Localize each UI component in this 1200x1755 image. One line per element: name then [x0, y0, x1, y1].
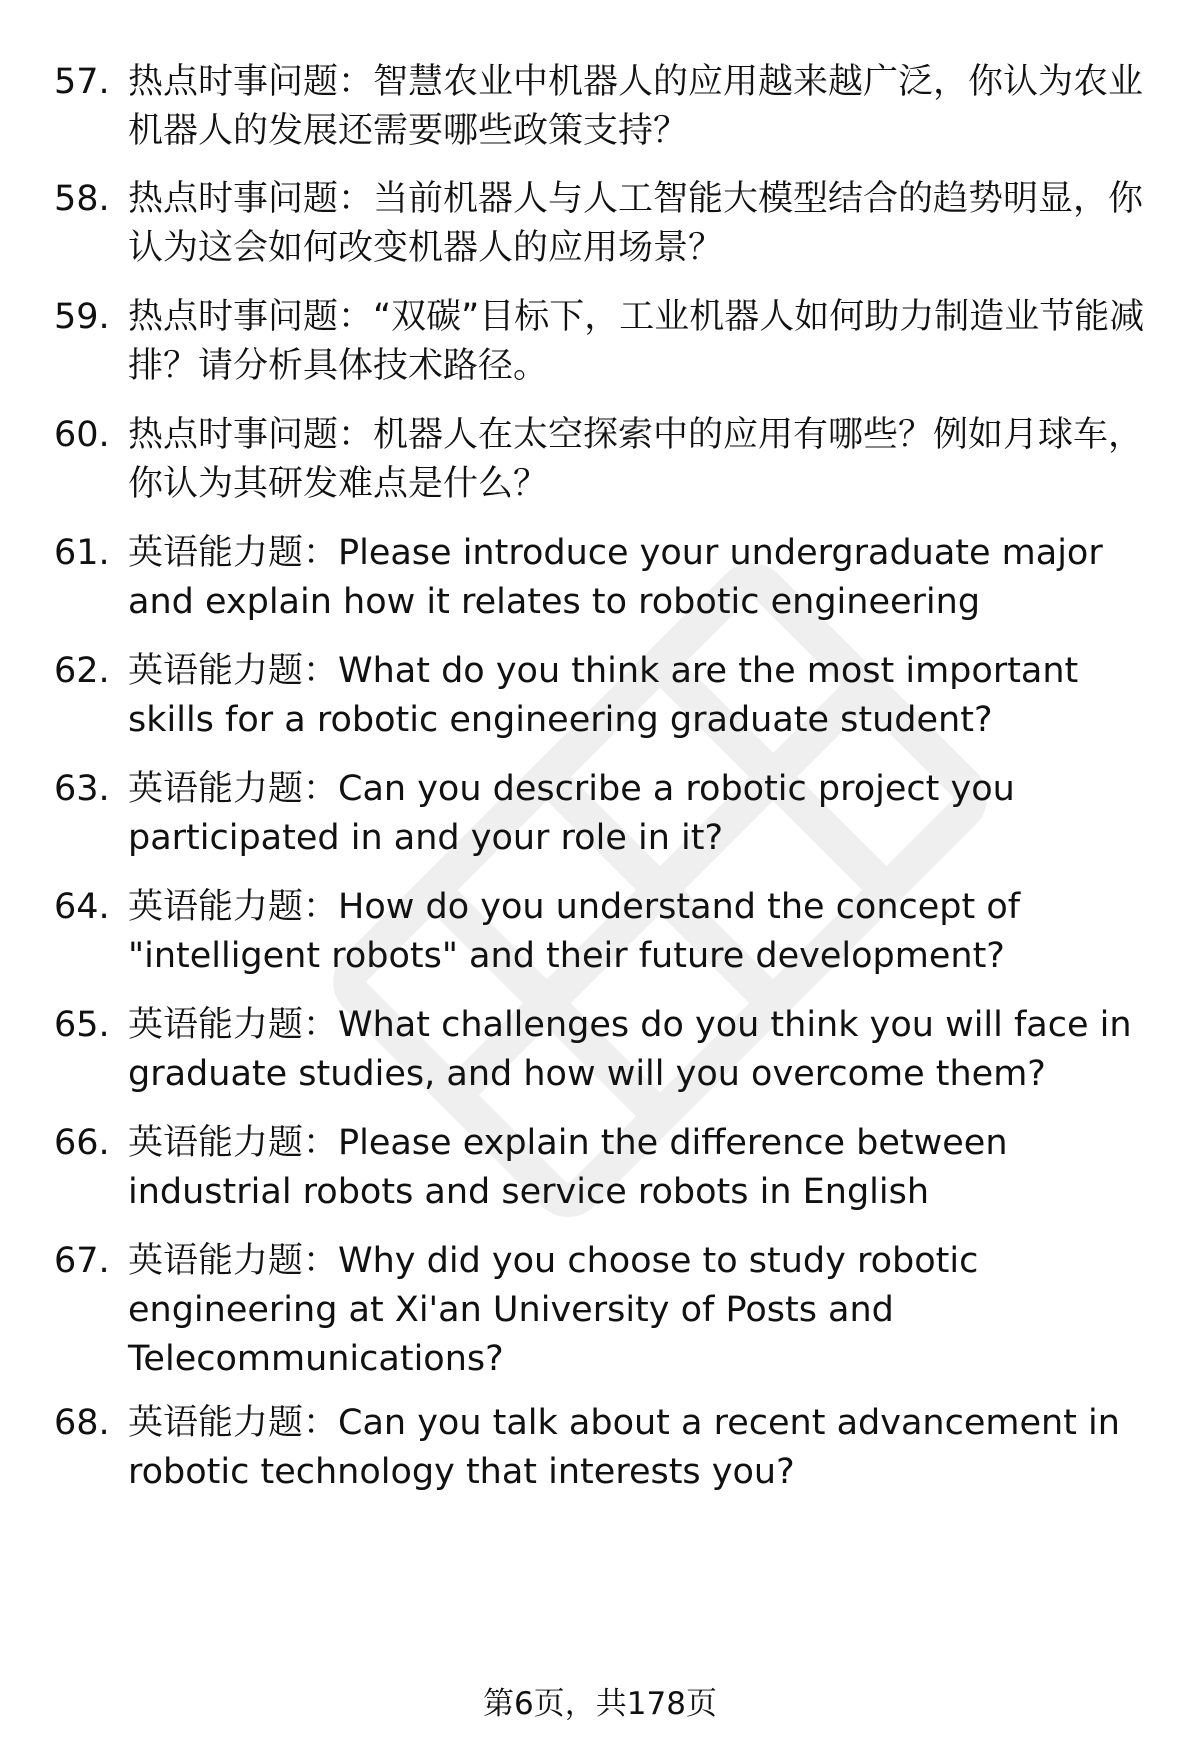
question-text: 热点时事问题：智慧农业中机器人的应用越来越广泛，你认为农业机器人的发展还需要哪些政策支持？ [128, 62, 1144, 151]
question-text: 英语能力题：What challenges do you think you will face in graduate studies, and how will you overcome them? [128, 1005, 1132, 1094]
question-item-62 [54, 647, 1154, 765]
question-item-63 [54, 765, 1154, 883]
question-item-58 [54, 175, 1154, 293]
question-text: 英语能力题：How do you understand the concept of "intelligent robots" and their future development? [128, 887, 1021, 976]
question-number: 61. [54, 533, 110, 573]
question-number: 63. [54, 769, 110, 809]
question-number: 59. [54, 297, 110, 337]
question-item-66 [54, 1119, 1154, 1237]
question-item-59 [54, 293, 1154, 411]
question-number: 68. [54, 1403, 110, 1443]
page-number-footer: 第6页，共178页 [483, 1686, 717, 1722]
question-item-60 [54, 411, 1154, 529]
question-number: 58. [54, 179, 110, 219]
question-text: 热点时事问题：当前机器人与人工智能大模型结合的趋势明显，你认为这会如何改变机器人的应用场景？ [128, 179, 1144, 268]
question-text: 英语能力题：Can you describe a robotic project you participated in and your role in it? [128, 769, 1015, 858]
question-item-65 [54, 1001, 1154, 1119]
question-number: 66. [54, 1123, 110, 1163]
question-number: 57. [54, 62, 110, 102]
question-number: 60. [54, 415, 110, 455]
question-number: 64. [54, 887, 110, 927]
question-text: 热点时事问题：“双碳”目标下，工业机器人如何助力制造业节能减排？请分析具体技术路径。 [128, 297, 1145, 386]
question-item-67 [54, 1237, 1154, 1399]
question-number: 67. [54, 1241, 110, 1281]
question-item-61 [54, 529, 1154, 647]
question-number: 65. [54, 1005, 110, 1045]
question-text: 英语能力题：Why did you choose to study robotic engineering at Xi'an University of Posts and Telecommunications? [128, 1241, 979, 1379]
question-text: 英语能力题：Please explain the difference between industrial robots and service robots in English [128, 1123, 1008, 1212]
question-text: 英语能力题：What do you think are the most important skills for a robotic engineering graduate student? [128, 651, 1079, 740]
question-item-68 [54, 1399, 1154, 1499]
question-list [54, 58, 1154, 1499]
question-text: 英语能力题：Please introduce your undergraduate major and explain how it relates to robotic engineering [128, 533, 1103, 622]
question-item-64 [54, 883, 1154, 1001]
question-item-57 [54, 58, 1154, 175]
question-number: 62. [54, 651, 110, 691]
question-text: 英语能力题：Can you talk about a recent advancement in robotic technology that interests you? [128, 1403, 1120, 1492]
question-text: 热点时事问题：机器人在太空探索中的应用有哪些？例如月球车，你认为其研发难点是什么？ [128, 415, 1144, 504]
